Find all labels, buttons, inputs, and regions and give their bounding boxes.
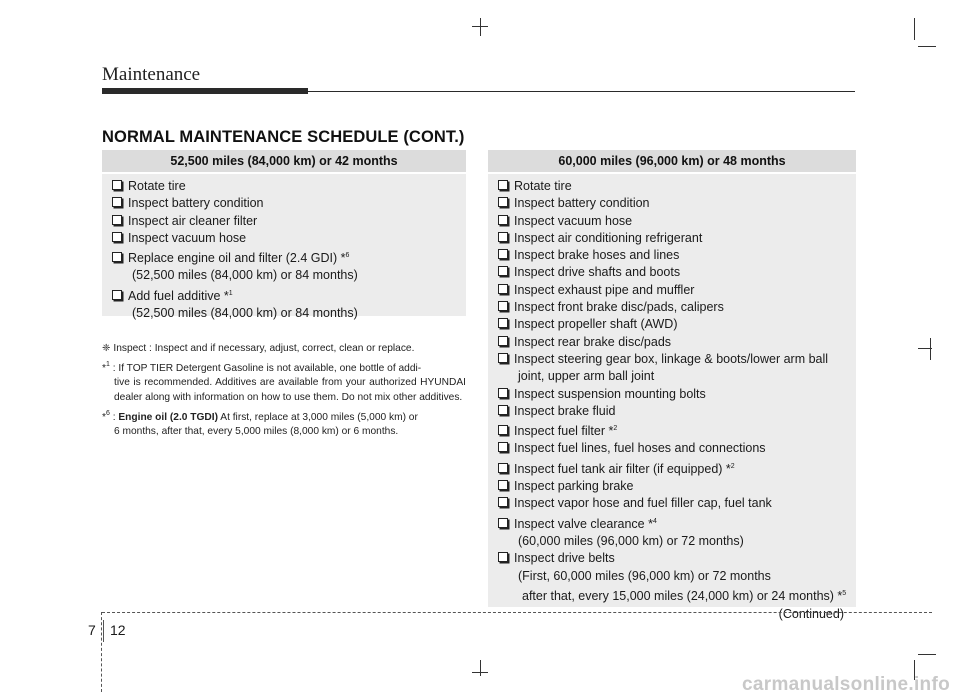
crop-mark-bottom-v (480, 660, 481, 676)
footer-dashed-rule (102, 612, 932, 613)
checklist-item (498, 403, 856, 420)
footnote-6-label: Engine oil (2.0 TGDI) (118, 411, 218, 423)
page-number: 12 (110, 622, 126, 638)
checkbox-icon (498, 405, 508, 415)
item-text: Inspect brake hoses and lines (514, 248, 680, 263)
item-text: Inspect brake fluid (514, 403, 616, 418)
item-text: Inspect battery condition (128, 196, 264, 211)
checklist-item (112, 247, 466, 285)
right-panel-heading: 60,000 miles (96,000 km) or 48 months (488, 150, 856, 174)
checkbox-icon (112, 290, 122, 300)
footnote-1-continued: tive is recommended. Additives are available from your authorized HYUNDAI dealer along with information on how to use them. Do not mix other additives. (114, 377, 466, 403)
checklist-item (498, 316, 856, 333)
checkbox-icon (112, 252, 122, 262)
checklist-item (112, 213, 466, 230)
checklist-item (498, 247, 856, 264)
checkbox-icon (498, 353, 508, 363)
checklist-item (498, 440, 856, 457)
section-title: NORMAL MAINTENANCE SCHEDULE (CONT.) (102, 128, 465, 146)
checklist-item (498, 351, 856, 386)
checklist-item (112, 195, 466, 212)
item-text: Inspect vapor hose and fuel filler cap, fuel tank (514, 496, 772, 511)
footnote-ref: 5 (842, 589, 847, 597)
checklist-item (498, 478, 856, 495)
item-text-continued: joint, upper arm ball joint (518, 369, 655, 384)
crop-mark-topright-v (914, 18, 915, 40)
footnote-6-continued: 6 months, after that, every 5,000 miles (8,000 km) or 6 months. (114, 426, 399, 438)
item-text: Inspect parking brake (514, 479, 634, 494)
checklist-item (498, 178, 856, 195)
item-text: Add fuel additive * (128, 288, 229, 303)
checkbox-icon (498, 197, 508, 207)
footnote-1-marker: * (102, 363, 106, 375)
item-text: Inspect vacuum hose (514, 213, 633, 228)
item-text-continued: (First, 60,000 miles (96,000 km) or 72 months (518, 568, 771, 583)
checkbox-icon (112, 232, 122, 242)
checkbox-icon (498, 336, 508, 346)
header-title: Maintenance (102, 64, 201, 85)
item-text: Inspect rear brake disc/pads (514, 334, 672, 349)
crop-mark-topright-h (918, 46, 936, 47)
item-text: Inspect propeller shaft (AWD) (514, 317, 678, 332)
continued-label: (Continued) (778, 607, 844, 622)
footnote-1-text: : If TOP TIER Detergent Gasoline is not available, one bottle of addi- (109, 363, 422, 375)
footnote-ref: 6 (345, 252, 350, 260)
footnote-ref: 4 (652, 517, 657, 525)
checkbox-icon (498, 425, 508, 435)
footnote-1 (102, 358, 466, 405)
item-text: Inspect steering gear box, linkage & boots/lower arm ball (514, 351, 829, 366)
item-text: Inspect fuel tank air filter (if equipped) * (514, 461, 731, 476)
checklist-item (112, 285, 466, 323)
checkbox-icon (498, 284, 508, 294)
item-text: Rotate tire (128, 179, 186, 193)
left-panel-heading: 52,500 miles (84,000 km) or 42 months (102, 150, 466, 174)
checklist-item (498, 550, 856, 605)
checkbox-icon (112, 215, 122, 225)
item-text-continued-2 (498, 585, 856, 605)
item-text-continued: (60,000 miles (96,000 km) or 72 months) (518, 533, 744, 548)
checklist-item (498, 195, 856, 212)
checkbox-icon (498, 215, 508, 225)
item-text: Inspect air cleaner filter (128, 213, 258, 228)
item-text: Inspect vacuum hose (128, 230, 247, 245)
footnote-ref: 1 (228, 289, 233, 297)
chapter-number: 7 (88, 622, 96, 638)
footer-dashed-vertical (101, 612, 102, 692)
checklist-item (498, 386, 856, 403)
footnote-ref: 2 (613, 425, 618, 433)
item-text: Inspect drive shafts and boots (514, 265, 681, 280)
crop-mark-bottomright-h (918, 654, 936, 655)
checkbox-icon (498, 442, 508, 452)
checkbox-icon (498, 518, 508, 528)
checklist-item (498, 495, 856, 512)
checkbox-icon (498, 318, 508, 328)
item-text: Inspect suspension mounting bolts (514, 386, 706, 401)
footnote-6: *$^6$ : Engine oil (2.0 TGDI) At first, replace at 3,000 miles (5,000 km) or 6 months, after that, every 5,000 miles (8,000 km) or 6 months. (102, 407, 466, 439)
checkbox-icon (498, 180, 508, 190)
checkbox-icon (112, 197, 122, 207)
checkbox-icon (498, 480, 508, 490)
item-text-line3: after that, every 15,000 miles (24,000 km) or 24 months) * (522, 588, 843, 603)
footnote-6-text: At first, replace at 3,000 miles (5,000 km) or (218, 411, 418, 423)
item-text: Inspect front brake disc/pads, calipers (514, 300, 724, 315)
checkbox-icon (498, 301, 508, 311)
footnote-6-marker: * (102, 411, 106, 423)
checkbox-icon (498, 497, 508, 507)
checklist-item (498, 458, 856, 478)
crop-mark-right-h (918, 348, 932, 349)
checklist-item (498, 282, 856, 299)
item-text: Inspect battery condition (514, 196, 650, 211)
checklist-item (112, 178, 466, 195)
checklist-item (112, 230, 466, 247)
item-text: Inspect fuel lines, fuel hoses and connections (514, 441, 766, 456)
footnote-ref: 2 (730, 462, 735, 470)
checklist-item (498, 264, 856, 281)
checklist-item (498, 513, 856, 551)
checklist-item (498, 230, 856, 247)
item-text: Inspect drive belts (514, 551, 615, 566)
checkbox-icon (498, 388, 508, 398)
crop-mark-top-h (472, 26, 488, 27)
crop-mark-top-v (480, 18, 481, 36)
watermark: carmanualsonline.info (742, 674, 950, 695)
footnotes (102, 342, 466, 441)
right-item-list (488, 174, 856, 605)
footnote-6-sup: 6 (105, 409, 110, 417)
item-text-continued: (52,500 miles (84,000 km) or 84 months) (132, 306, 358, 321)
right-schedule-panel (488, 150, 856, 622)
item-text: Inspect exhaust pipe and muffler (514, 282, 695, 297)
checklist-item (498, 334, 856, 351)
item-text: Inspect air conditioning refrigerant (514, 230, 703, 245)
item-text: Rotate tire (514, 179, 572, 193)
item-text: Replace engine oil and filter (2.4 GDI) * (128, 251, 346, 266)
left-item-list (102, 174, 466, 322)
item-text: Inspect fuel filter * (514, 424, 614, 439)
checkbox-icon (498, 232, 508, 242)
left-schedule-panel (102, 150, 466, 321)
header-rule-thick (102, 88, 308, 94)
checklist-item (498, 420, 856, 440)
item-text-continued: (52,500 miles (84,000 km) or 84 months) (132, 268, 358, 283)
header-rule-thin (308, 91, 855, 92)
checkbox-icon (498, 552, 508, 562)
checkbox-icon (112, 180, 122, 190)
page-number-separator (103, 620, 104, 642)
inspect-note: ❈ Inspect : Inspect and if necessary, adjust, correct, clean or replace. (102, 343, 415, 354)
checkbox-icon (498, 266, 508, 276)
checkbox-icon (498, 463, 508, 473)
crop-mark-right-v (930, 338, 931, 360)
crop-mark-bottom-h (472, 672, 488, 673)
checkbox-icon (498, 249, 508, 259)
item-text: Inspect valve clearance * (514, 516, 653, 531)
checklist-item (498, 299, 856, 316)
checklist-item (498, 213, 856, 230)
footnote-1-sup: 1 (105, 361, 110, 369)
